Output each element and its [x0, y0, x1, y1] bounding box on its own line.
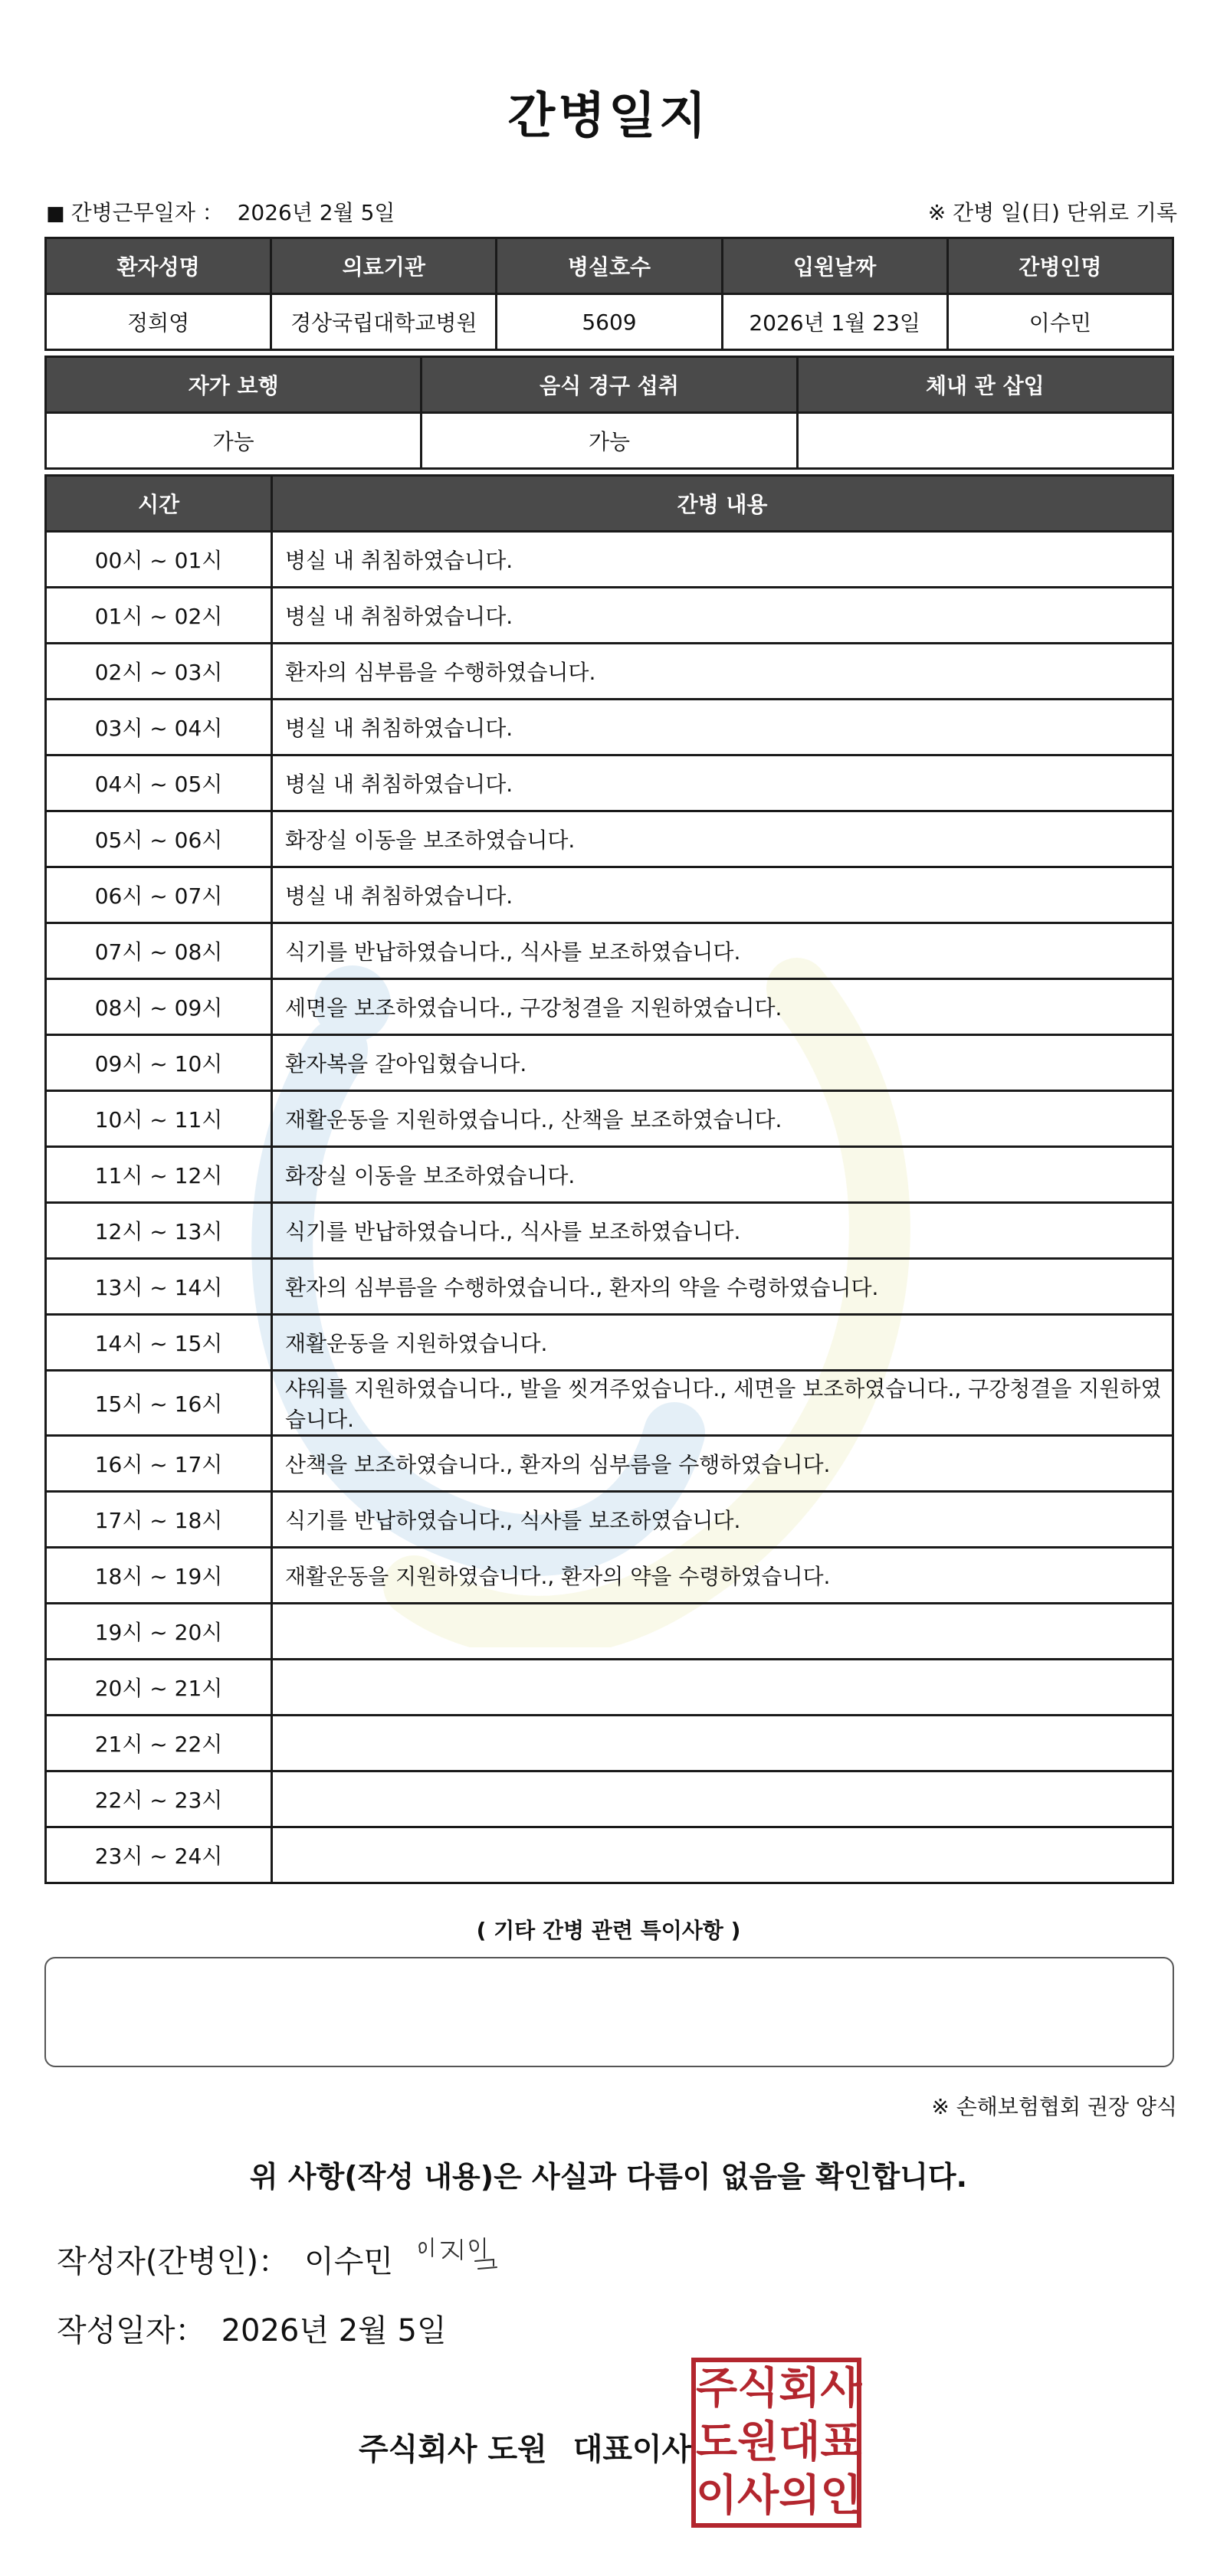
table-row: [46, 1203, 1173, 1259]
care-content: 병실 내 취침하였습니다.: [272, 755, 1173, 811]
care-content: 환자복을 갈아입혔습니다.: [272, 1035, 1173, 1091]
time-slot: 01시 ~ 02시: [46, 588, 272, 644]
table-row: [46, 1492, 1173, 1548]
confirmation-statement: 위 사항(작성 내용)은 사실과 다름이 없음을 확인합니다.: [249, 2160, 968, 2194]
care-content: 샤워를 지원하였습니다., 발을 씻겨주었습니다., 세면을 보조하였습니다., 구강청결을 지원하였습니다.: [272, 1371, 1173, 1436]
table-row: [46, 1548, 1173, 1604]
company-line: [359, 2425, 691, 2469]
time-slot: 20시 ~ 21시: [46, 1660, 272, 1716]
seal-char: 사: [820, 2364, 862, 2414]
tube-insertion-value: [797, 413, 1173, 469]
table-row: [46, 532, 1173, 588]
seal-char: 이: [696, 2471, 738, 2521]
header-oral-intake: 음식 경구 섭취: [422, 357, 797, 413]
patient-status-table: [44, 356, 1174, 470]
remarks-box: [44, 1957, 1174, 2067]
time-slot: 12시 ~ 13시: [46, 1203, 272, 1259]
table-row: [46, 923, 1173, 979]
header-room-number: 병실호수: [497, 238, 722, 294]
time-slot: 19시 ~ 20시: [46, 1604, 272, 1660]
care-content: 병실 내 취침하였습니다.: [272, 532, 1173, 588]
seal-characters: [696, 2362, 862, 2523]
time-slot: 00시 ~ 01시: [46, 532, 272, 588]
table-row: [46, 1436, 1173, 1492]
care-content: 재활운동을 지원하였습니다.: [272, 1315, 1173, 1371]
seal-char: 주: [696, 2364, 738, 2414]
seal-char: 표: [820, 2417, 862, 2467]
patient-name: 정희영: [46, 294, 271, 350]
care-content: 환자의 심부름을 수행하였습니다.: [272, 644, 1173, 700]
time-slot: 05시 ~ 06시: [46, 811, 272, 867]
time-slot: 15시 ~ 16시: [46, 1371, 272, 1436]
care-content: 식기를 반납하였습니다., 식사를 보조하였습니다.: [272, 1492, 1173, 1548]
seal-char: 대: [779, 2417, 821, 2467]
institution-name: 경상국립대학교병원: [271, 294, 497, 350]
author-line: [57, 2237, 393, 2281]
care-content: [272, 1604, 1173, 1660]
time-slot: 11시 ~ 12시: [46, 1147, 272, 1203]
care-content: [272, 1660, 1173, 1716]
care-log-header-row: [46, 476, 1173, 532]
header-care-content: 간병 내용: [272, 476, 1173, 532]
time-slot: 13시 ~ 14시: [46, 1259, 272, 1315]
time-slot: 16시 ~ 17시: [46, 1436, 272, 1492]
seal-char: 식: [737, 2364, 779, 2414]
time-slot: 07시 ~ 08시: [46, 923, 272, 979]
care-content: 산책을 보조하였습니다., 환자의 심부름을 수행하였습니다.: [272, 1436, 1173, 1492]
care-content: [272, 1827, 1173, 1883]
association-note: ※ 손해보험협회 권장 양식: [931, 2094, 1177, 2119]
written-date-label: 작성일자：: [57, 2313, 206, 2348]
time-slot: 21시 ~ 22시: [46, 1716, 272, 1771]
time-slot: 02시 ~ 03시: [46, 644, 272, 700]
table-row: [46, 1091, 1173, 1147]
author-name: 이수민: [304, 2244, 393, 2279]
handwritten-signature: [414, 2226, 521, 2279]
admission-date: 2026년 1월 23일: [722, 294, 947, 350]
seal-char: 도: [696, 2417, 738, 2467]
remarks-title: ( 기타 간병 관련 특이사항 ): [476, 1918, 741, 1943]
header-tube-insertion: 체내 관 삽입: [797, 357, 1173, 413]
care-content: 화장실 이동을 보조하였습니다.: [272, 1147, 1173, 1203]
seal-char: 사: [737, 2471, 779, 2521]
table-row: [46, 644, 1173, 700]
header-time: 시간: [46, 476, 272, 532]
unit-note: ※ 간병 일(日) 단위로 기록: [927, 200, 1177, 225]
time-slot: 06시 ~ 07시: [46, 867, 272, 923]
time-slot: 14시 ~ 15시: [46, 1315, 272, 1371]
table-row: [46, 700, 1173, 755]
seal-char: 회: [779, 2364, 821, 2414]
table-row: [46, 1035, 1173, 1091]
table-row: [46, 867, 1173, 923]
written-date-value: 2026년 2월 5일: [221, 2313, 447, 2348]
company-name: 주식회사 도원: [359, 2432, 547, 2467]
header-self-walking: 자가 보행: [46, 357, 422, 413]
ceo-title: 대표이사: [572, 2432, 692, 2467]
time-slot: 10시 ~ 11시: [46, 1091, 272, 1147]
caregiver-name: 이수민: [947, 294, 1173, 350]
care-content: 재활운동을 지원하였습니다., 환자의 약을 수령하였습니다.: [272, 1548, 1173, 1604]
header-institution: 의료기관: [271, 238, 497, 294]
care-content: 재활운동을 지원하였습니다., 산책을 보조하였습니다.: [272, 1091, 1173, 1147]
header-admission-date: 입원날짜: [722, 238, 947, 294]
table-row: [46, 1827, 1173, 1883]
care-content: [272, 1771, 1173, 1827]
care-log-table: [44, 474, 1174, 1884]
table-row: [46, 755, 1173, 811]
time-slot: 22시 ~ 23시: [46, 1771, 272, 1827]
time-slot: 17시 ~ 18시: [46, 1492, 272, 1548]
table-row: [46, 811, 1173, 867]
time-slot: 04시 ~ 05시: [46, 755, 272, 811]
table-row: [46, 1371, 1173, 1436]
care-content: 식기를 반납하였습니다., 식사를 보조하였습니다.: [272, 923, 1173, 979]
care-content: 식기를 반납하였습니다., 식사를 보조하였습니다.: [272, 1203, 1173, 1259]
table-row: [46, 1315, 1173, 1371]
table-row: [46, 1147, 1173, 1203]
author-label: 작성자(간병인)：: [57, 2244, 290, 2279]
care-content: 화장실 이동을 보조하였습니다.: [272, 811, 1173, 867]
work-date-value: 2026년 2월 5일: [237, 200, 395, 225]
care-content: 세면을 보조하였습니다., 구강청결을 지원하였습니다.: [272, 979, 1173, 1035]
table-row: [46, 1771, 1173, 1827]
care-content: 병실 내 취침하였습니다.: [272, 588, 1173, 644]
care-content: 병실 내 취침하였습니다.: [272, 867, 1173, 923]
care-content: [272, 1716, 1173, 1771]
status-table-value-row: [46, 413, 1173, 469]
table-row: [46, 1716, 1173, 1771]
seal-char: 인: [820, 2471, 862, 2521]
status-table-header-row: [46, 357, 1173, 413]
work-date-line: [46, 196, 395, 227]
time-slot: 09시 ~ 10시: [46, 1035, 272, 1091]
care-content: 병실 내 취침하였습니다.: [272, 700, 1173, 755]
table-row: [46, 979, 1173, 1035]
care-content: 환자의 심부름을 수행하였습니다., 환자의 약을 수령하였습니다.: [272, 1259, 1173, 1315]
header-patient-name: 환자성명: [46, 238, 271, 294]
square-bullet-icon: ■: [46, 202, 65, 225]
patient-table-header-row: [46, 238, 1173, 294]
work-date-label: 간병근무일자 ：: [71, 200, 224, 225]
patient-table-value-row: [46, 294, 1173, 350]
patient-info-table: [44, 237, 1174, 351]
time-slot: 08시 ~ 09시: [46, 979, 272, 1035]
time-slot: 03시 ~ 04시: [46, 700, 272, 755]
company-seal: [691, 2358, 861, 2528]
time-slot: 18시 ~ 19시: [46, 1548, 272, 1604]
seal-char: 원: [737, 2417, 779, 2467]
table-row: [46, 1604, 1173, 1660]
self-walking-value: 가능: [46, 413, 422, 469]
table-row: [46, 588, 1173, 644]
document-title: 간병일지: [507, 88, 710, 145]
table-row: [46, 1660, 1173, 1716]
time-slot: 23시 ~ 24시: [46, 1827, 272, 1883]
header-caregiver-name: 간병인명: [947, 238, 1173, 294]
room-number: 5609: [497, 294, 722, 350]
written-date-line: [57, 2306, 447, 2350]
seal-char: 의: [779, 2471, 821, 2521]
table-row: [46, 1259, 1173, 1315]
oral-intake-value: 가능: [422, 413, 797, 469]
